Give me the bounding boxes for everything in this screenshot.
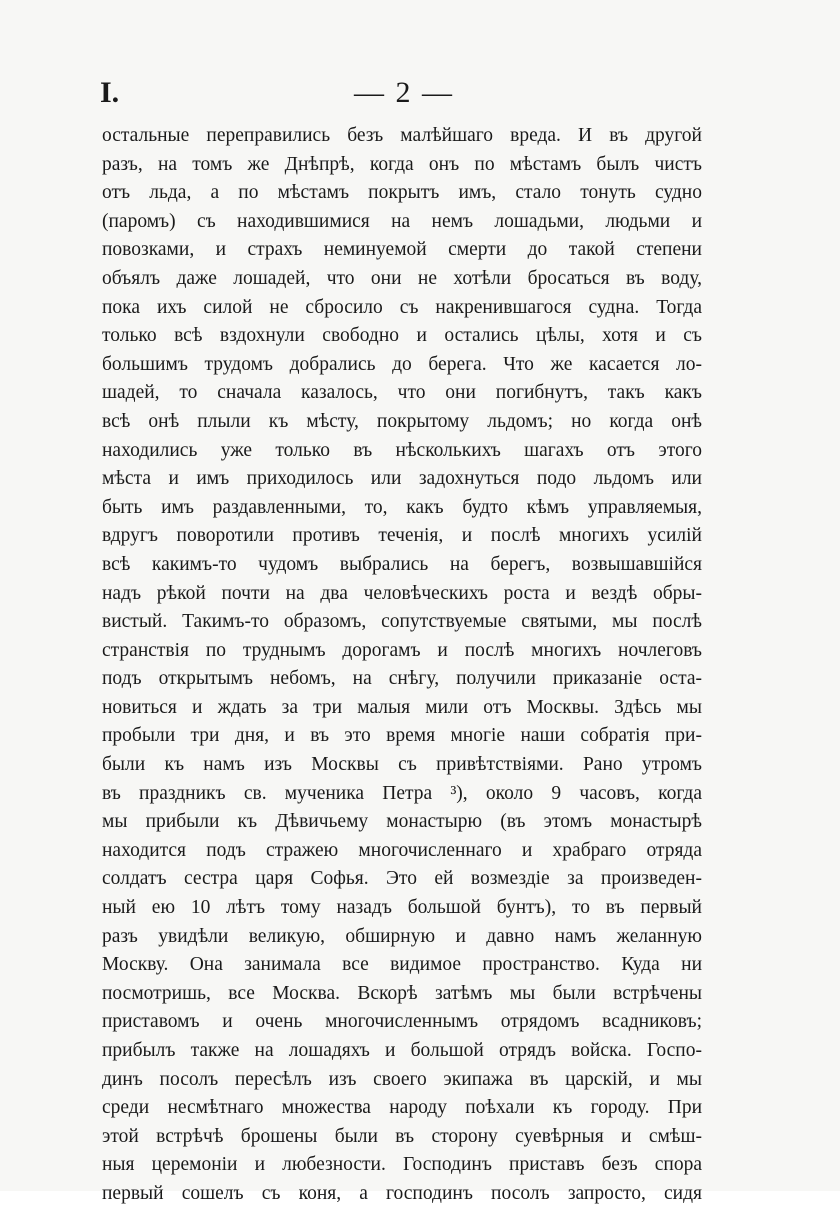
- text-line: всѣ какимъ-то чудомъ выбрались на берегъ, возвышавшійся: [102, 553, 702, 575]
- page-header: [100, 76, 700, 116]
- text-line: Москву. Она занимала все видимое пространство. Куда ни: [102, 954, 702, 976]
- text-line: остальные переправились безъ малѣйшаго вреда. И въ другой: [102, 125, 702, 146]
- text-line: (паромъ) съ находившимися на немъ лошадьми, людьми и: [102, 210, 702, 232]
- text-line: находились уже только въ нѣсколькихъ шагахъ отъ этого: [102, 439, 702, 461]
- text-line: повозками, и страхъ неминуемой смерти до такой степени: [102, 239, 702, 261]
- text-line: объялъ даже лошадей, что они не хотѣли бросаться въ воду,: [102, 267, 702, 289]
- text-line: вдругъ поворотили противъ теченія, и послѣ многихъ усилій: [102, 525, 702, 547]
- text-line: первый сошелъ съ коня, а господинъ посолъ запросто, сидя: [102, 1182, 702, 1204]
- text-line: вистый. Такимъ-то образомъ, сопутствуемые святыми, мы послѣ: [102, 611, 702, 633]
- text-line: въ праздникъ св. мученика Петра ³), около 9 часовъ, когда: [102, 782, 702, 804]
- text-line: посмотришь, все Москва. Вскорѣ затѣмъ мы были встрѣчены: [102, 982, 702, 1004]
- text-line: приставомъ и очень многочисленнымъ отрядомъ всадниковъ;: [102, 1011, 702, 1033]
- body-text: [102, 122, 702, 1209]
- text-line: подъ открытымъ небомъ, на снѣгу, получили приказаніе оста-: [102, 668, 702, 690]
- text-line: надъ рѣкой почти на два человѣческихъ роста и вездѣ обры-: [102, 582, 702, 604]
- text-line: странствія по труднымъ дорогамъ и послѣ многихъ ночлеговъ: [102, 639, 702, 661]
- text-line: шадей, то сначала казалось, что они погибнутъ, такъ какъ: [102, 382, 702, 404]
- text-line: динъ посолъ пересѣлъ изъ своего экипажа въ царскій, и мы: [102, 1068, 702, 1090]
- text-line: пока ихъ силой не сбросило съ накренившагося судна. Тогда: [102, 296, 702, 318]
- text-line: находится подъ стражею многочисленнаго и храбраго отряда: [102, 839, 702, 861]
- text-line: всѣ онѣ плыли къ мѣсту, покрытому льдомъ; но когда онѣ: [102, 410, 702, 432]
- text-line: солдатъ сестра царя Софья. Это ей возмездіе за произведен-: [102, 868, 702, 890]
- text-line: этой встрѣчѣ брошены были въ сторону суевѣрныя и смѣш-: [102, 1125, 702, 1147]
- text-line: отъ льда, а по мѣстамъ покрытъ имъ, стало тонуть судно: [102, 182, 702, 204]
- text-line: большимъ трудомъ добрались до берега. Что же касается ло-: [102, 353, 702, 375]
- text-line: среди несмѣтнаго множества народу поѣхали къ городу. При: [102, 1097, 702, 1119]
- text-line: только всѣ вздохнули свободно и остались цѣлы, хотя и съ: [102, 325, 702, 347]
- text-line: разъ увидѣли великую, обширную и давно намъ желанную: [102, 925, 702, 947]
- text-line: ныя церемоніи и любезности. Господинъ приставъ безъ спора: [102, 1154, 702, 1176]
- text-line: мѣста и имъ приходилось или задохнуться подо льдомъ или: [102, 468, 702, 490]
- text-line: ный ею 10 лѣтъ тому назадъ большой бунтъ), то въ первый: [102, 897, 702, 919]
- text-line: новиться и ждать за три малыя мили отъ Москвы. Здѣсь мы: [102, 696, 702, 718]
- section-mark: I.: [100, 76, 120, 109]
- text-line: пробыли три дня, и въ это время многіе наши собратія при-: [102, 725, 702, 747]
- text-line: разъ, на томъ же Днѣпрѣ, когда онъ по мѣстамъ былъ чистъ: [102, 153, 702, 175]
- text-line: быть имъ раздавленными, то, какъ будто кѣмъ управляемыя,: [102, 496, 702, 518]
- page-number: — 2 —: [354, 76, 454, 109]
- text-line: были къ намъ изъ Москвы съ привѣтствіями. Рано утромъ: [102, 754, 702, 776]
- text-line: прибылъ также на лошадяхъ и большой отрядъ войска. Госпо-: [102, 1040, 702, 1061]
- text-line: мы прибыли къ Дѣвичьему монастырю (въ этомъ монастырѣ: [102, 811, 702, 833]
